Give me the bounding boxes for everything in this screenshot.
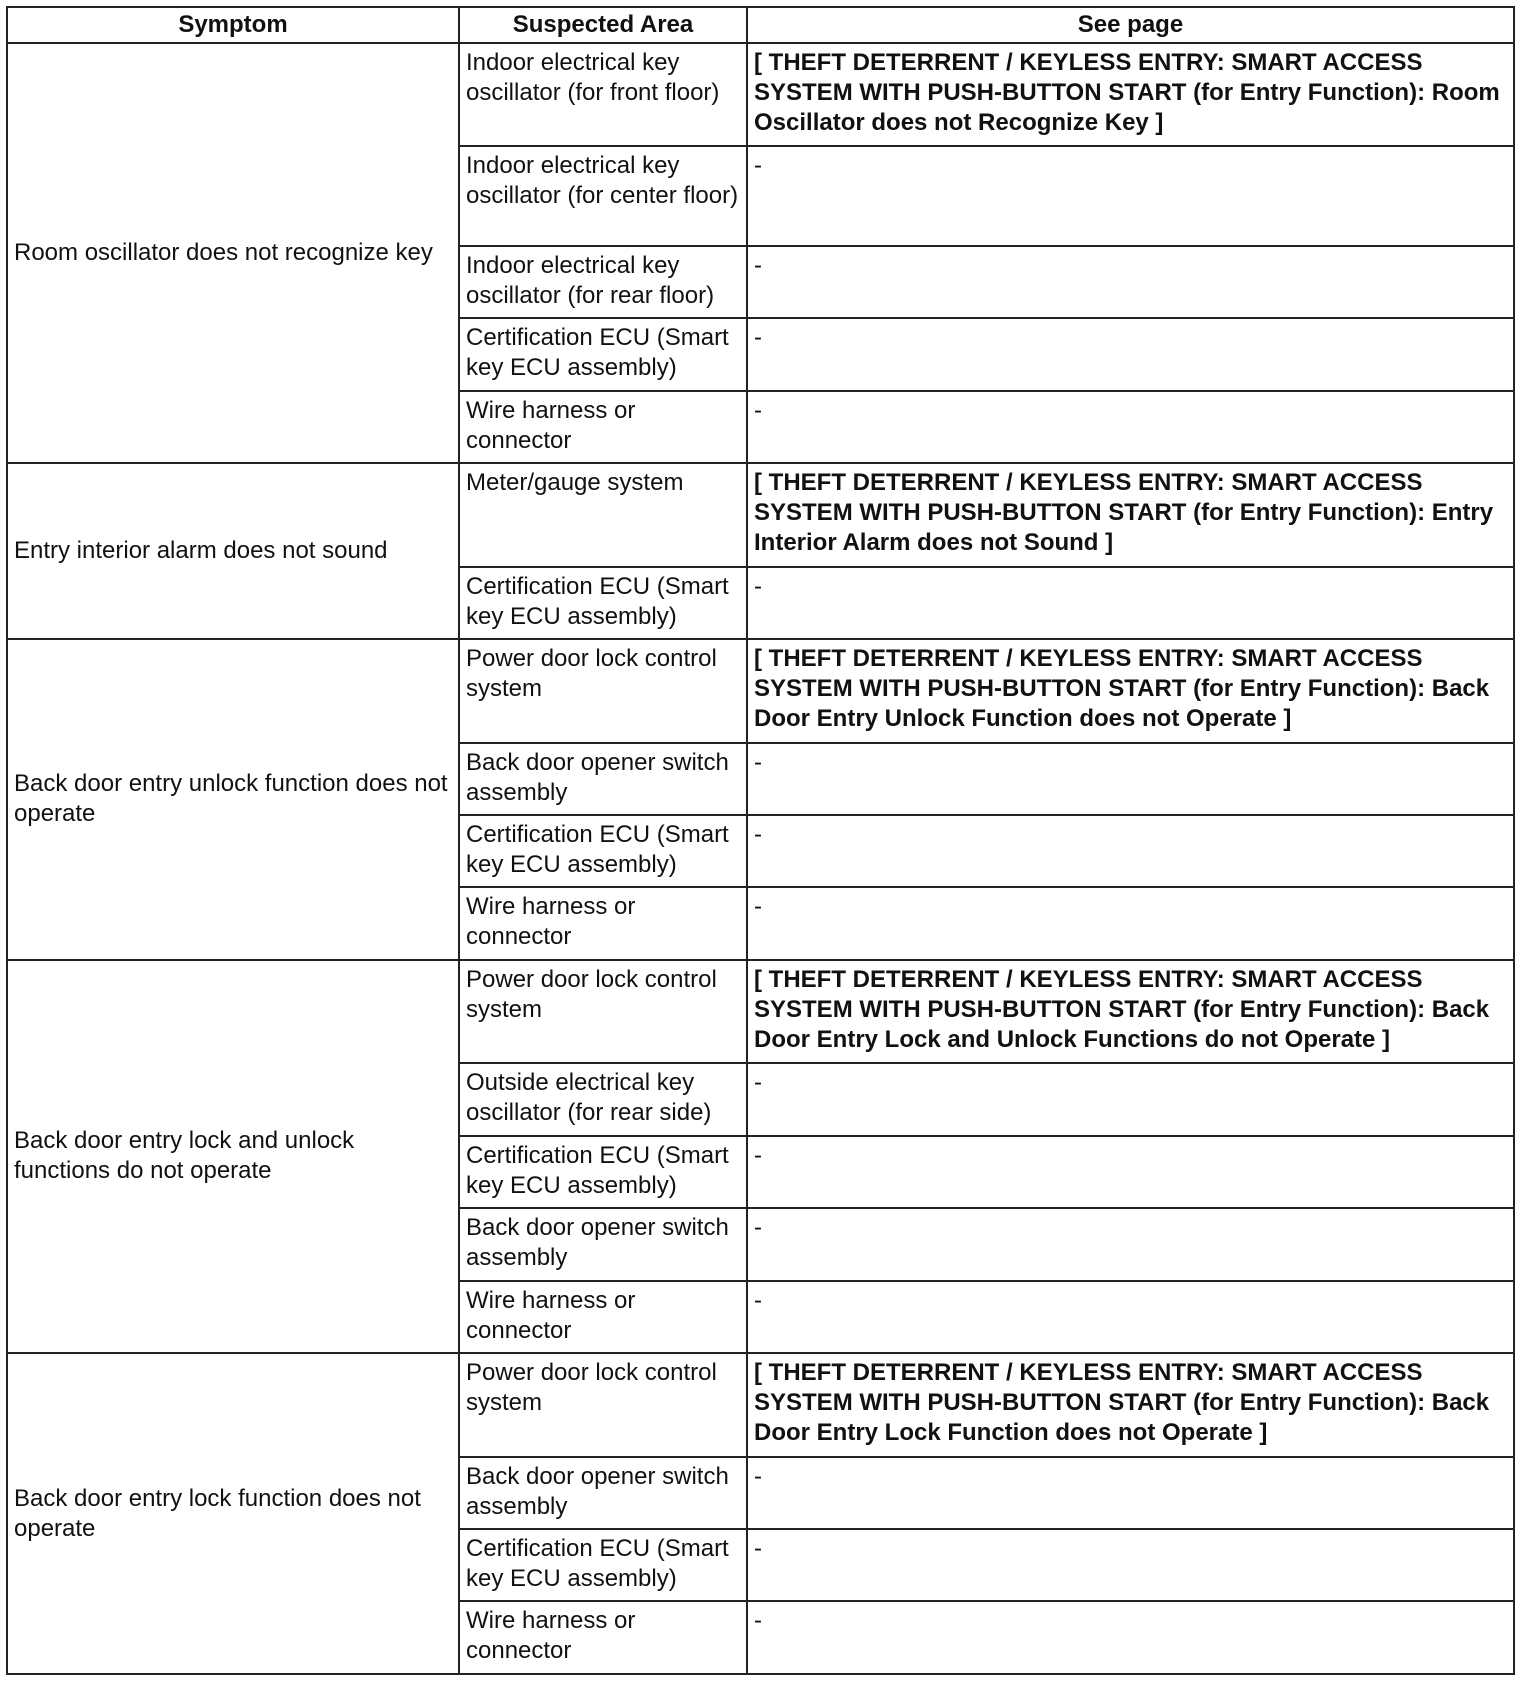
table-body: [7, 43, 1514, 1674]
table-row: [7, 960, 1514, 1063]
see-page-reference[interactable]: [ THEFT DETERRENT / KEYLESS ENTRY: SMART ACCESS SYSTEM WITH PUSH-BUTTON START (for Entry Function): Back Door Entry Unlock Function does not Operate ]: [747, 639, 1514, 742]
see-page-reference[interactable]: [ THEFT DETERRENT / KEYLESS ENTRY: SMART ACCESS SYSTEM WITH PUSH-BUTTON START (for Entry Function): Entry Interior Alarm does not Sound ]: [747, 463, 1514, 566]
suspected-area-cell: Certification ECU (Smart key ECU assembly): [459, 567, 747, 639]
diagnosis-table: [6, 6, 1515, 1675]
table-row: [7, 639, 1514, 742]
see-page-cell: -: [747, 391, 1514, 463]
symptom-cell: Back door entry lock and unlock functions do not operate: [7, 960, 459, 1353]
suspected-area-cell: Certification ECU (Smart key ECU assembly): [459, 815, 747, 887]
table-row: [7, 1353, 1514, 1456]
suspected-area-cell: Power door lock control system: [459, 1353, 747, 1456]
see-page-cell: -: [747, 1208, 1514, 1280]
see-page-cell: -: [747, 146, 1514, 245]
see-page-cell: -: [747, 246, 1514, 318]
see-page-cell: -: [747, 1136, 1514, 1208]
see-page-cell: -: [747, 1601, 1514, 1674]
see-page-cell: -: [747, 1457, 1514, 1529]
suspected-area-cell: Indoor electrical key oscillator (for front floor): [459, 43, 747, 146]
suspected-area-cell: Wire harness or connector: [459, 1281, 747, 1353]
suspected-area-cell: Indoor electrical key oscillator (for rear floor): [459, 246, 747, 318]
see-page-cell: -: [747, 318, 1514, 390]
see-page-cell: -: [747, 1529, 1514, 1601]
suspected-area-cell: Indoor electrical key oscillator (for center floor): [459, 146, 747, 245]
suspected-area-cell: Certification ECU (Smart key ECU assembly): [459, 318, 747, 390]
suspected-area-cell: Certification ECU (Smart key ECU assembly): [459, 1136, 747, 1208]
see-page-cell: -: [747, 887, 1514, 959]
suspected-area-cell: Power door lock control system: [459, 639, 747, 742]
see-page-cell: -: [747, 815, 1514, 887]
suspected-area-cell: Power door lock control system: [459, 960, 747, 1063]
header-see-page: See page: [747, 7, 1514, 43]
suspected-area-cell: Outside electrical key oscillator (for rear side): [459, 1063, 747, 1135]
suspected-area-cell: Back door opener switch assembly: [459, 1457, 747, 1529]
see-page-cell: -: [747, 1281, 1514, 1353]
symptom-cell: Entry interior alarm does not sound: [7, 463, 459, 639]
see-page-cell: -: [747, 567, 1514, 639]
see-page-reference[interactable]: [ THEFT DETERRENT / KEYLESS ENTRY: SMART ACCESS SYSTEM WITH PUSH-BUTTON START (for Entry Function): Back Door Entry Lock and Unlock Functions do not Operate ]: [747, 960, 1514, 1063]
symptom-cell: Back door entry lock function does not operate: [7, 1353, 459, 1674]
suspected-area-cell: Wire harness or connector: [459, 391, 747, 463]
header-symptom: Symptom: [7, 7, 459, 43]
suspected-area-cell: Back door opener switch assembly: [459, 1208, 747, 1280]
see-page-reference[interactable]: [ THEFT DETERRENT / KEYLESS ENTRY: SMART ACCESS SYSTEM WITH PUSH-BUTTON START (for Entry Function): Room Oscillator does not Recognize Key ]: [747, 43, 1514, 146]
symptom-cell: Room oscillator does not recognize key: [7, 43, 459, 463]
header-row: [7, 7, 1514, 43]
see-page-cell: -: [747, 743, 1514, 815]
header-suspected-area: Suspected Area: [459, 7, 747, 43]
suspected-area-cell: Certification ECU (Smart key ECU assembly): [459, 1529, 747, 1601]
see-page-reference[interactable]: [ THEFT DETERRENT / KEYLESS ENTRY: SMART ACCESS SYSTEM WITH PUSH-BUTTON START (for Entry Function): Back Door Entry Lock Function does not Operate ]: [747, 1353, 1514, 1456]
symptom-cell: Back door entry unlock function does not operate: [7, 639, 459, 960]
table-row: [7, 463, 1514, 566]
table-row: [7, 43, 1514, 146]
suspected-area-cell: Wire harness or connector: [459, 887, 747, 959]
suspected-area-cell: Wire harness or connector: [459, 1601, 747, 1674]
suspected-area-cell: Back door opener switch assembly: [459, 743, 747, 815]
see-page-cell: -: [747, 1063, 1514, 1135]
suspected-area-cell: Meter/gauge system: [459, 463, 747, 566]
